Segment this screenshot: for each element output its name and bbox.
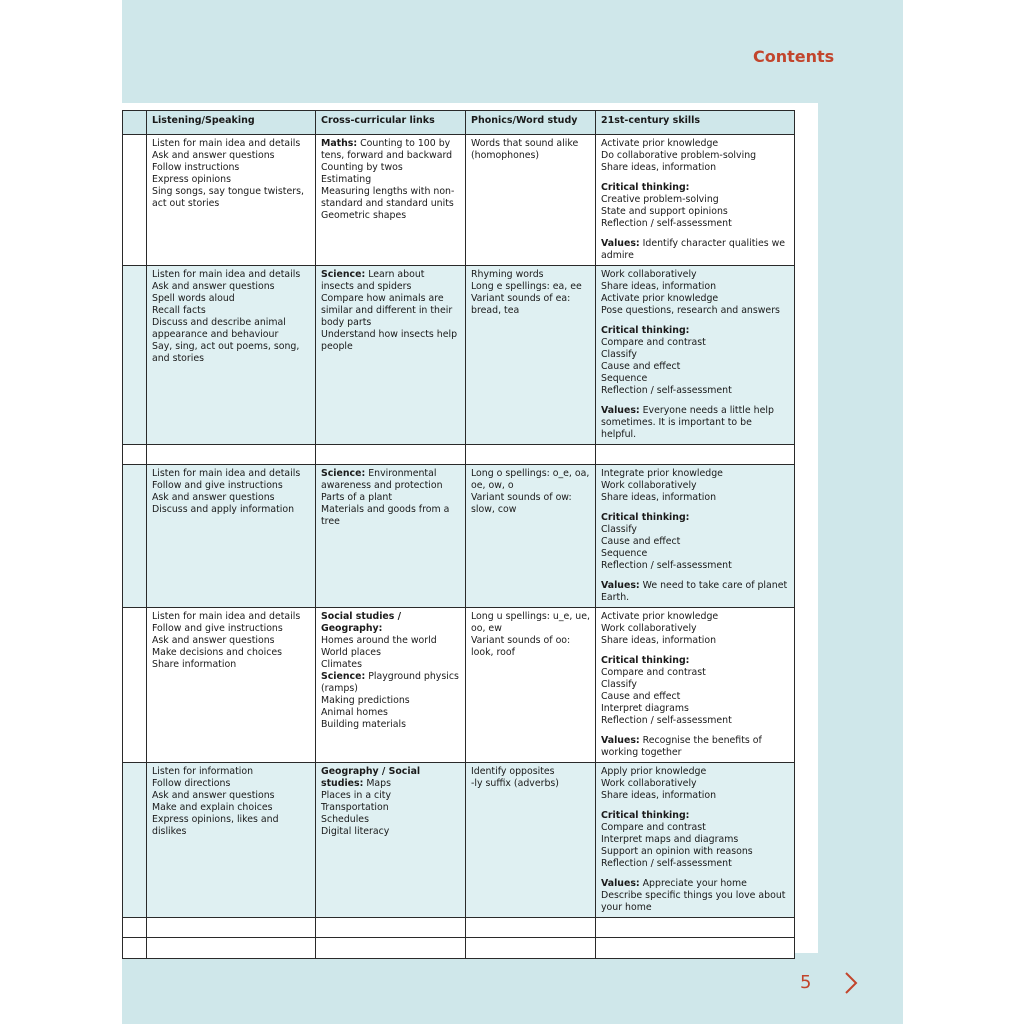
phonics-cell [466, 608, 596, 763]
listening-cell [147, 763, 316, 918]
crosscurricular-item [321, 719, 460, 731]
column-header: Listening/Speaking [147, 111, 316, 135]
empty-cell [596, 938, 795, 959]
critical-thinking-label: Critical thinking: [601, 182, 690, 193]
values-label: Values: [601, 238, 640, 249]
skills-intro [601, 468, 789, 504]
crosscurricular-item [321, 766, 460, 790]
empty-cell [596, 918, 795, 938]
subject-text: Counting by twos [321, 162, 403, 173]
column-header: 21st-century skills [596, 111, 795, 135]
phonics-cell [466, 465, 596, 608]
chevron-right-icon[interactable] [840, 970, 862, 996]
critical-thinking-label: Critical thinking: [601, 655, 690, 666]
values [601, 580, 789, 604]
subject-text: Climates [321, 659, 362, 670]
subject-text: Learn about insects and spiders [321, 269, 425, 292]
listening-cell [147, 608, 316, 763]
skill-item: Share ideas, information [601, 635, 717, 646]
skills-cell [596, 608, 795, 763]
listening-item: Express opinions, likes and dislikes [152, 814, 279, 837]
subject-text: Compare how animals are similar and different in their body parts [321, 293, 453, 328]
values-text: Everyone needs a little help sometimes. It is important to be helpful. [601, 405, 774, 440]
spacer-cell [596, 445, 795, 465]
phonics-cell [466, 135, 596, 266]
crosscurricular-item [321, 695, 460, 707]
critical-item: Sequence [601, 548, 648, 559]
listening-item: Make decisions and choices [152, 647, 283, 658]
crosscurricular-item [321, 269, 460, 293]
crosscurricular-cell [316, 763, 466, 918]
subject-label: Geography / Social studies: [321, 766, 421, 789]
listening-item: Spell words aloud [152, 293, 235, 304]
listening-item: Say, sing, act out poems, song, and stories [152, 341, 300, 364]
values [601, 735, 789, 759]
listening-item: Listen for main idea and details [152, 611, 301, 622]
phonics-item: -ly suffix (adverbs) [471, 778, 559, 789]
crosscurricular-item [321, 186, 460, 210]
crosscurricular-item [321, 611, 460, 635]
phonics-item: Words that sound alike (homophones) [471, 138, 579, 161]
phonics-item: Variant sounds of oo: look, roof [471, 635, 571, 658]
row-lead-cell [123, 266, 147, 445]
subject-text: Building materials [321, 719, 407, 730]
critical-thinking [601, 655, 789, 727]
critical-item: Classify [601, 679, 637, 690]
subject-text: Maps [363, 778, 392, 789]
table-row [123, 465, 795, 608]
spacer-cell [316, 445, 466, 465]
crosscurricular-item [321, 329, 460, 353]
subject-text: Making predictions [321, 695, 410, 706]
subject-text: Counting to 100 by tens, forward and backward [321, 138, 453, 161]
subject-label: Science: [321, 269, 366, 280]
table-row [123, 266, 795, 445]
values-text: Appreciate your home Describe specific things you love about your home [601, 878, 786, 913]
critical-item: Reflection / self-assessment [601, 858, 732, 869]
crosscurricular-item [321, 635, 460, 647]
crosscurricular-item [321, 814, 460, 826]
critical-item: Cause and effect [601, 691, 681, 702]
listening-item: Listen for main idea and details [152, 468, 301, 479]
skill-item: Work collaboratively [601, 480, 697, 491]
crosscurricular-cell [316, 608, 466, 763]
values-label: Values: [601, 405, 640, 416]
subject-text: Playground physics (ramps) [321, 671, 459, 694]
values-text: We need to take care of planet Earth. [601, 580, 788, 603]
critical-item: Creative problem-solving [601, 194, 719, 205]
subject-text: Environmental awareness and protection [321, 468, 443, 491]
crosscurricular-item [321, 707, 460, 719]
listening-item: Follow and give instructions [152, 480, 283, 491]
empty-cell [466, 918, 596, 938]
subject-text: Transportation [321, 802, 389, 813]
row-lead-cell [123, 465, 147, 608]
spacer-row [123, 445, 795, 465]
row-lead-cell [123, 608, 147, 763]
crosscurricular-item [321, 671, 460, 695]
listening-item: Ask and answer questions [152, 492, 275, 503]
subject-text: Parts of a plant [321, 492, 393, 503]
critical-thinking-label: Critical thinking: [601, 512, 690, 523]
column-header: Phonics/Word study [466, 111, 596, 135]
listening-item: Ask and answer questions [152, 150, 275, 161]
crosscurricular-item [321, 210, 460, 222]
table-row [123, 608, 795, 763]
skills-intro [601, 766, 789, 802]
listening-item: Discuss and apply information [152, 504, 295, 515]
skills-cell [596, 266, 795, 445]
skill-item: Activate prior knowledge [601, 293, 719, 304]
empty-cell [147, 918, 316, 938]
critical-item: Reflection / self-assessment [601, 560, 732, 571]
spacer-cell [147, 445, 316, 465]
skills-cell [596, 465, 795, 608]
skill-item: Activate prior knowledge [601, 611, 719, 622]
listening-item: Follow instructions [152, 162, 240, 173]
crosscurricular-item [321, 492, 460, 504]
header-lead-cell [123, 111, 147, 135]
crosscurricular-item [321, 826, 460, 838]
row-lead-cell [123, 763, 147, 918]
values [601, 878, 789, 914]
phonics-cell [466, 266, 596, 445]
critical-item: Cause and effect [601, 536, 681, 547]
crosscurricular-item [321, 138, 460, 162]
subject-text: Estimating [321, 174, 372, 185]
values-text: Recognise the benefits of working together [601, 735, 762, 758]
critical-thinking [601, 512, 789, 572]
listening-item: Ask and answer questions [152, 790, 275, 801]
crosscurricular-cell [316, 135, 466, 266]
skills-cell [596, 135, 795, 266]
subject-label: Maths: [321, 138, 358, 149]
column-header: Cross-curricular links [316, 111, 466, 135]
empty-cell [123, 918, 147, 938]
listening-cell [147, 465, 316, 608]
critical-item: Reflection / self-assessment [601, 715, 732, 726]
critical-item: Interpret maps and diagrams [601, 834, 739, 845]
values-label: Values: [601, 735, 640, 746]
listening-item: Follow and give instructions [152, 623, 283, 634]
critical-item: Compare and contrast [601, 337, 706, 348]
table-row [123, 135, 795, 266]
skill-item: Work collaboratively [601, 778, 697, 789]
subject-text: Understand how insects help people [321, 329, 458, 352]
crosscurricular-item [321, 468, 460, 492]
listening-cell [147, 135, 316, 266]
skill-item: Share ideas, information [601, 790, 717, 801]
crosscurricular-cell [316, 266, 466, 445]
listening-item: Discuss and describe animal appearance and behaviour [152, 317, 286, 340]
crosscurricular-item [321, 174, 460, 186]
skill-item: Work collaboratively [601, 623, 697, 634]
skill-item: Activate prior knowledge [601, 138, 719, 149]
crosscurricular-item [321, 802, 460, 814]
curriculum-table [122, 110, 795, 959]
crosscurricular-item [321, 647, 460, 659]
values-label: Values: [601, 580, 640, 591]
phonics-item: Identify opposites [471, 766, 555, 777]
critical-item: Classify [601, 524, 637, 535]
critical-item: Support an opinion with reasons [601, 846, 753, 857]
phonics-item: Rhyming words [471, 269, 544, 280]
phonics-item: Long e spellings: ea, ee [471, 281, 582, 292]
subject-label: Science: [321, 468, 366, 479]
subject-text: Homes around the world [321, 635, 437, 646]
subject-text: Materials and goods from a tree [321, 504, 450, 527]
critical-thinking-label: Critical thinking: [601, 325, 690, 336]
skill-item: Share ideas, information [601, 281, 717, 292]
skills-intro [601, 611, 789, 647]
phonics-item: Variant sounds of ow: slow, cow [471, 492, 572, 515]
empty-row [123, 918, 795, 938]
skills-cell [596, 763, 795, 918]
page-number: 5 [800, 972, 812, 993]
skills-intro [601, 138, 789, 174]
subject-text: Schedules [321, 814, 369, 825]
table-header-row [123, 111, 795, 135]
row-lead-cell [123, 135, 147, 266]
values [601, 405, 789, 441]
subject-label: Science: [321, 671, 366, 682]
critical-thinking [601, 810, 789, 870]
empty-row [123, 938, 795, 959]
critical-item: Classify [601, 349, 637, 360]
page-margin [903, 0, 1024, 1024]
listening-item: Sing songs, say tongue twisters, act out stories [152, 186, 304, 209]
skill-item: Share ideas, information [601, 162, 717, 173]
empty-cell [316, 918, 466, 938]
skill-item: Share ideas, information [601, 492, 717, 503]
skill-item: Pose questions, research and answers [601, 305, 780, 316]
crosscurricular-item [321, 162, 460, 174]
table-row [123, 763, 795, 918]
subject-text: Animal homes [321, 707, 388, 718]
subject-label: Social studies / Geography: [321, 611, 402, 634]
page-title: Contents [753, 47, 835, 66]
phonics-item: Variant sounds of ea: bread, tea [471, 293, 571, 316]
crosscurricular-item [321, 504, 460, 528]
crosscurricular-item [321, 790, 460, 802]
spacer-cell [123, 445, 147, 465]
critical-item: Compare and contrast [601, 667, 706, 678]
listening-item: Ask and answer questions [152, 281, 275, 292]
listening-item: Recall facts [152, 305, 206, 316]
crosscurricular-item [321, 293, 460, 329]
crosscurricular-item [321, 659, 460, 671]
listening-item: Express opinions [152, 174, 231, 185]
phonics-cell [466, 763, 596, 918]
phonics-item: Long u spellings: u_e, ue, oo, ew [471, 611, 590, 634]
listening-item: Make and explain choices [152, 802, 273, 813]
critical-item: Compare and contrast [601, 822, 706, 833]
skills-intro [601, 269, 789, 317]
values-text: Identify character qualities we admire [601, 238, 786, 261]
skill-item: Apply prior knowledge [601, 766, 707, 777]
critical-item: Reflection / self-assessment [601, 218, 732, 229]
crosscurricular-cell [316, 465, 466, 608]
critical-item: Interpret diagrams [601, 703, 689, 714]
subject-text: Geometric shapes [321, 210, 407, 221]
subject-text: World places [321, 647, 381, 658]
critical-item: Cause and effect [601, 361, 681, 372]
listening-item: Listen for main idea and details [152, 138, 301, 149]
critical-thinking-label: Critical thinking: [601, 810, 690, 821]
subject-text: Measuring lengths with non-standard and standard units [321, 186, 455, 209]
listening-item: Listen for main idea and details [152, 269, 301, 280]
spacer-cell [466, 445, 596, 465]
phonics-item: Long o spellings: o_e, oa, oe, ow, o [471, 468, 590, 491]
listening-item: Ask and answer questions [152, 635, 275, 646]
skill-item: Work collaboratively [601, 269, 697, 280]
subject-text: Digital literacy [321, 826, 390, 837]
critical-thinking [601, 182, 789, 230]
skill-item: Integrate prior knowledge [601, 468, 723, 479]
values-label: Values: [601, 878, 640, 889]
empty-cell [316, 938, 466, 959]
empty-cell [466, 938, 596, 959]
listening-item: Listen for information [152, 766, 254, 777]
values [601, 238, 789, 262]
empty-cell [123, 938, 147, 959]
critical-item: State and support opinions [601, 206, 728, 217]
skill-item: Do collaborative problem-solving [601, 150, 757, 161]
empty-cell [147, 938, 316, 959]
critical-item: Reflection / self-assessment [601, 385, 732, 396]
critical-item: Sequence [601, 373, 648, 384]
subject-text: Places in a city [321, 790, 392, 801]
critical-thinking [601, 325, 789, 397]
listening-cell [147, 266, 316, 445]
listening-item: Follow directions [152, 778, 231, 789]
listening-item: Share information [152, 659, 237, 670]
